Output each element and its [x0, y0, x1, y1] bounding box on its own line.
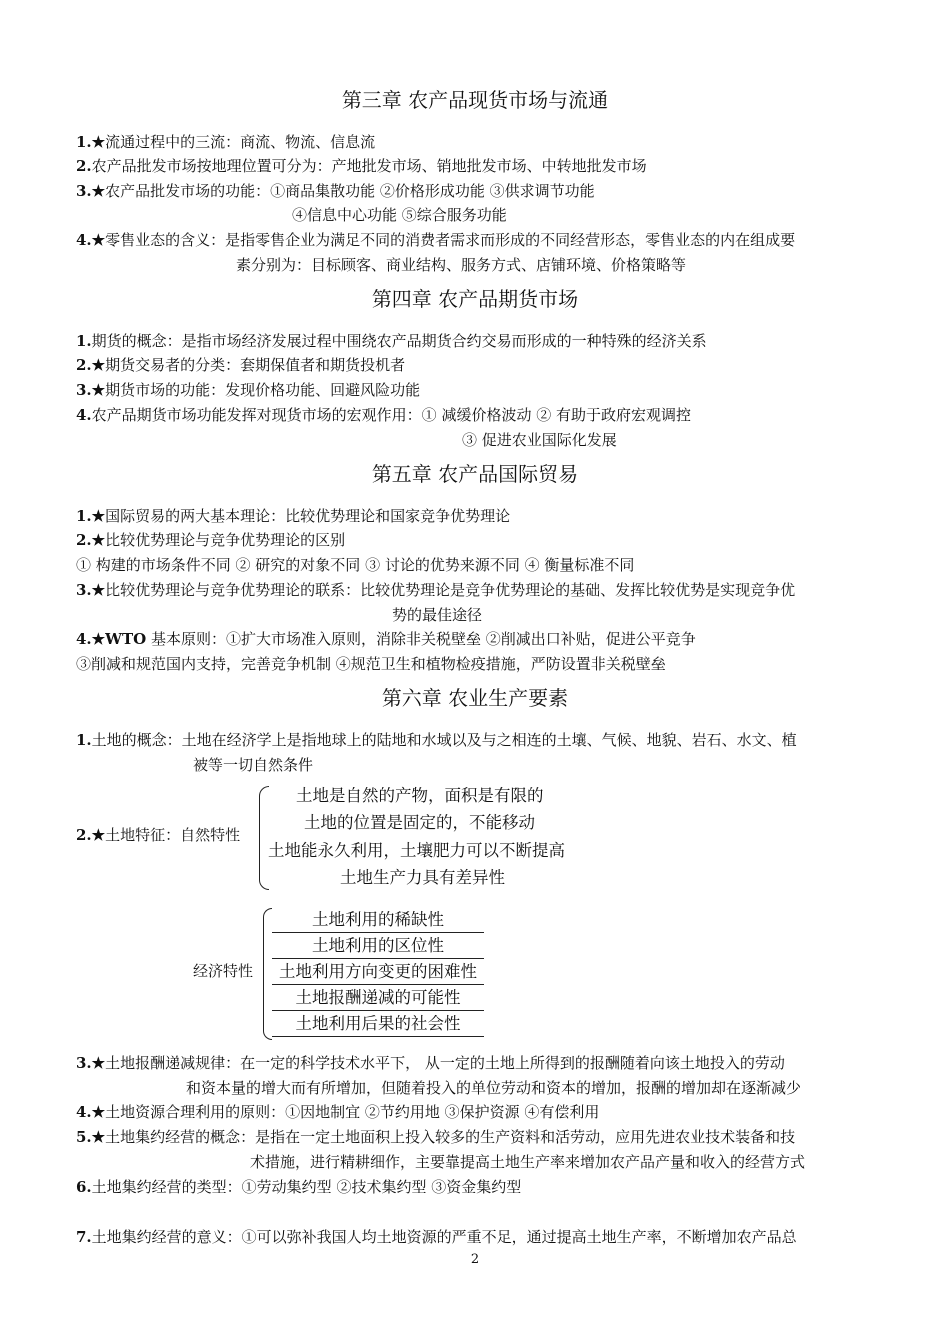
ch3-item-3-cont: ④信息中心功能 ⑤综合服务功能	[292, 206, 507, 224]
ch3-item-1: 1.★流通过程中的三流：商流、物流、信息流	[76, 133, 376, 151]
ch5-item-1: 1.★国际贸易的两大基本理论：比较优势理论和国家竞争优势理论	[76, 507, 511, 525]
ch6-item-6: 6.土地集约经营的类型：①劳动集约型 ②技术集约型 ③资金集约型	[76, 1178, 522, 1196]
economic-feature-4: 土地报酬递减的可能性	[272, 986, 484, 1011]
economic-feature-1: 土地利用的稀缺性	[272, 908, 484, 933]
ch6-item-3: 3.★土地报酬递减规律：在一定的科学技术水平下， 从一定的土地上所得到的报酬随着向该土地投入的劳动	[76, 1054, 785, 1072]
page-number: 2	[470, 1252, 480, 1267]
ch6-item-3-cont: 和资本量的增大而有所增加，但随着投入的单位劳动和资本的增加，报酬的增加却在逐渐减少	[186, 1079, 802, 1097]
natural-feature-4: 土地生产力具有差异性	[340, 868, 505, 887]
ch4-item-4: 4.农产品期货市场功能发挥对现货市场的宏观作用：① 减缓价格波动 ② 有助于政府宏观调控	[76, 406, 691, 424]
ch3-item-4: 4.★零售业态的含义：是指零售企业为满足不同的消费者需求而形成的不同经营形态，零售业态的内在组成要	[76, 231, 796, 249]
chapter-6-title: 第六章 农业生产要素	[381, 686, 569, 710]
chapter-3-title: 第三章 农产品现货市场与流通	[341, 88, 609, 112]
ch3-item-3: 3.★农产品批发市场的功能：①商品集散功能 ②价格形成功能 ③供求调节功能	[76, 182, 595, 200]
ch6-item-1: 1.土地的概念：土地在经济学上是指地球上的陆地和水域以及与之相连的土壤、气候、地貌、岩石、水文、植	[76, 731, 797, 749]
natural-feature-1: 土地是自然的产物，面积是有限的	[296, 786, 544, 805]
ch3-item-4-cont: 素分别为：目标顾客、商业结构、服务方式、店铺环境、价格策略等	[236, 256, 687, 274]
natural-feature-2: 土地的位置是固定的，不能移动	[304, 813, 535, 832]
economic-feature-2: 土地利用的区位性	[272, 934, 484, 959]
ch5-item-2-list: ① 构建的市场条件不同 ② 研究的对象不同 ③ 讨论的优势来源不同 ④ 衡量标准不同	[76, 556, 635, 574]
chapter-4-title: 第四章 农产品期货市场	[371, 287, 579, 311]
ch6-item-5: 5.★土地集约经营的概念：是指在一定土地面积上投入较多的生产资料和活劳动，应用先进农业技术装备和技	[76, 1128, 796, 1146]
economic-features-label: 经济特性	[193, 962, 254, 980]
economic-feature-5: 土地利用后果的社会性	[272, 1012, 484, 1037]
ch5-item-4: 4.★WTO 基本原则：①扩大市场准入原则，消除非关税壁垒 ②削减出口补贴，促进公平竞争	[76, 630, 696, 648]
ch6-item-4: 4.★土地资源合理利用的原则：①因地制宜 ②节约用地 ③保护资源 ④有偿利用	[76, 1103, 600, 1121]
ch6-item-2: 2.★土地特征：自然特性	[76, 826, 241, 844]
ch5-item-2: 2.★比较优势理论与竞争优势理论的区别	[76, 531, 346, 549]
ch3-item-2: 2.农产品批发市场按地理位置可分为：产地批发市场、销地批发市场、中转地批发市场	[76, 157, 647, 175]
economic-feature-3: 土地利用方向变更的困难性	[272, 960, 484, 985]
ch6-item-1-cont: 被等一切自然条件	[193, 756, 314, 774]
ch5-item-4-cont: ③削减和规范国内支持，完善竞争机制 ④规范卫生和植物检疫措施，严防设置非关税壁垒	[76, 655, 666, 673]
ch5-item-3: 3.★比较优势理论与竞争优势理论的联系：比较优势理论是竞争优势理论的基础、发挥比较优势是实现竞争优	[76, 581, 796, 599]
ch5-item-3-cont: 势的最佳途径	[392, 606, 483, 624]
ch6-item-7: 7.土地集约经营的意义：①可以弥补我国人均土地资源的严重不足，通过提高土地生产率，不断增加农产品总	[76, 1228, 797, 1246]
chapter-5-title: 第五章 农产品国际贸易	[371, 462, 579, 486]
natural-feature-3: 土地能永久利用，土壤肥力可以不断提高	[268, 841, 565, 860]
ch6-item-5-cont: 术措施，进行精耕细作，主要靠提高土地生产率来增加农产品产量和收入的经营方式	[250, 1153, 806, 1171]
economic-features-brace	[263, 908, 272, 1040]
ch4-item-3: 3.★期货市场的功能：发现价格功能、回避风险功能	[76, 381, 421, 399]
ch4-item-1: 1.期货的概念：是指市场经济发展过程中围绕农产品期货合约交易而形成的一种特殊的经济关系	[76, 332, 707, 350]
ch4-item-2: 2.★期货交易者的分类：套期保值者和期货投机者	[76, 356, 406, 374]
ch4-item-4-cont: ③ 促进农业国际化发展	[462, 431, 617, 449]
